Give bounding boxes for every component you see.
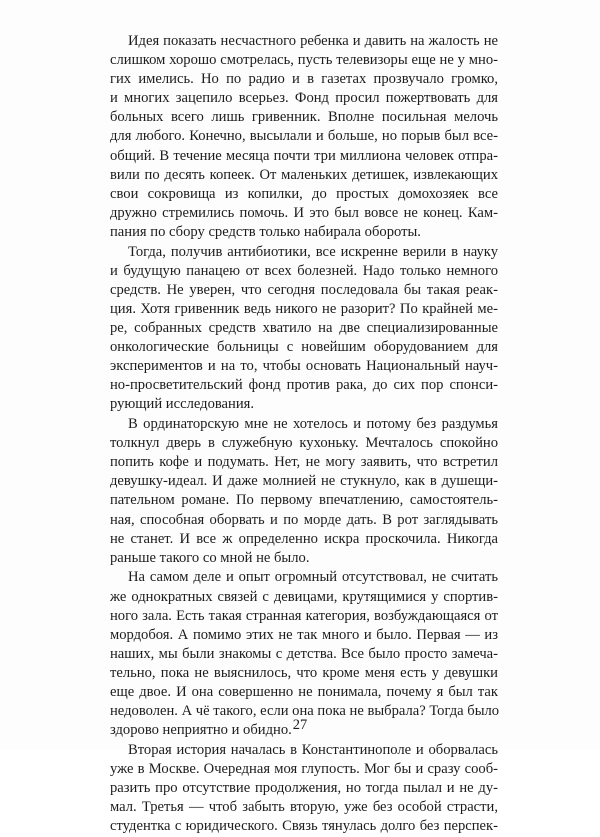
text-line: ная, способная оборвать и по морде дать. В рот заглядывать (110, 511, 498, 528)
text-line: недоволен. А чё такого, если она пока не выбрала? Тогда было (110, 703, 500, 720)
text-line: В ординаторскую мне не хотелось и потому без раздумья (128, 416, 498, 433)
text-line: тельно, пока не выяснилось, что кроме меня есть у девушки (110, 664, 498, 681)
text-line: студентка с юридического. Связь тянулась долго без перспек- (110, 818, 498, 835)
paragraph (110, 415, 498, 568)
text-line: Вторая история началась в Константинополе и оборвалась (128, 741, 498, 758)
text-line: мордобоя. А помимо этих не так много и было. Первая — из (110, 626, 498, 643)
text-line: свои сокровища из копилки, до простых домохозяек все (110, 185, 498, 202)
text-line: раньше такого со мной не было. (110, 549, 310, 566)
text-line: и будущую панацею от всех болезней. Надо только немного (110, 262, 498, 279)
text-line: толкнул дверь в служебную кухоньку. Мечталось спокойно (110, 435, 498, 452)
text-line: Тогда, получив антибиотики, все искренне верили в науку (128, 243, 498, 260)
text-line: слишком хорошо смотрелась, пусть телевизоры еще не у мно- (110, 52, 498, 69)
text-line: ре, собранных средств хватило на две специализированные (110, 320, 498, 336)
page-number: 27 (292, 717, 308, 733)
paragraph (110, 568, 498, 740)
text-line: пания по сбору средств только набирала обороты. (110, 223, 421, 240)
text-line: уже в Москве. Очередная моя глупость. Мог бы и сразу сооб- (110, 760, 498, 777)
text-line: Идея показать несчастного ребенка и давить на жалость не (128, 33, 498, 49)
paragraph (110, 741, 498, 836)
text-line: же однократных связей с девицами, крутящимися у спортив- (110, 588, 498, 605)
text-line: больных всего лишь гривенник. Вполне посильная мелочь (110, 109, 498, 126)
text-line: наших, мы были знакомы с детства. Все было просто замеча- (110, 645, 498, 662)
text-line: и многих зацепило всерьез. Фонд просил пожертвовать для (110, 90, 498, 107)
text-line: но-просветительский фонд против рака, до сих пор спонси- (110, 377, 498, 394)
text-line: попить кофе и подумать. Нет, не могу заявить, что встретил (110, 454, 498, 471)
paragraph (110, 243, 498, 415)
text-line: вили по десять копеек. От маленьких детишек, извлекающих (110, 166, 498, 183)
text-line: здорово неприятно и обидно. (110, 722, 292, 739)
text-line: еще двое. И она совершенно не понимала, почему я был так (110, 683, 498, 700)
text-line: рующий исследования. (110, 396, 255, 413)
text-line: ного зала. Есть такая странная категория, возбуждающаяся от (110, 607, 498, 624)
text-line: онкологические больницы с новейшим оборудованием для (110, 339, 498, 356)
text-line: экспериментов и на то, чтобы основать Национальный науч- (110, 358, 498, 375)
text-line: дружно стремились помочь. И это был вовсе не конец. Кам- (110, 204, 498, 221)
text-line: для любого. Конечно, высылали и больше, но порыв был все- (110, 128, 498, 145)
text-line: средств. Не уверен, что сегодня последовала бы такая реак- (110, 281, 498, 298)
text-line: ция. Хотя гривенник ведь никого не разорит? По крайней ме- (110, 300, 498, 317)
text-line: гих имелись. Но по радио и в газетах прозвучало громко, (110, 71, 498, 88)
text-line: разить про отсутствие продолжения, но тогда пылал и не ду- (110, 780, 498, 797)
text-line: На самом деле и опыт огромный отсутствовал, не считать (128, 569, 498, 586)
text-line: общий. В течение месяца почти три миллиона человек отпра- (110, 147, 498, 164)
text-line: девушку-идеал. И даже молнией не стукнуло, как в душещи- (110, 473, 498, 490)
text-line: пательном романе. По первому впечатлению, самостоятель- (110, 492, 498, 509)
text-line: мал. Третья — чтоб забыть вторую, уже без особой страсти, (110, 799, 498, 816)
text-line: не станет. И все ж определенно искра проскочила. Никогда (110, 530, 498, 547)
paragraph (110, 32, 498, 242)
